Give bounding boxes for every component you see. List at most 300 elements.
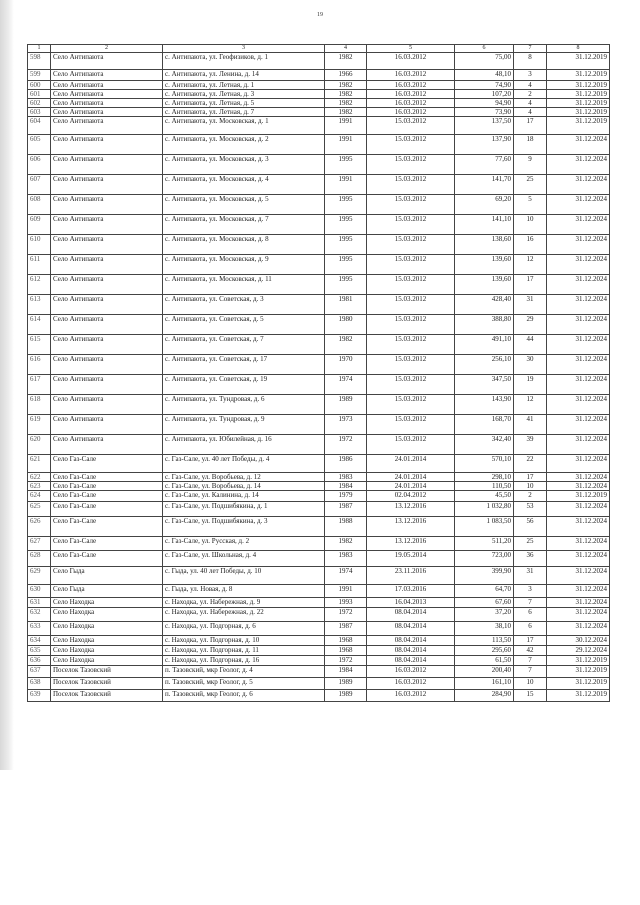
date-cell: 24.01.2014 xyxy=(367,455,455,473)
count-cell: 56 xyxy=(514,517,547,537)
date-cell: 16.03.2012 xyxy=(367,70,455,81)
area-cell: 161,10 xyxy=(455,678,514,690)
settlement-cell: Село Антипаюта xyxy=(51,275,163,295)
table-row xyxy=(28,155,610,175)
area-cell: 143,90 xyxy=(455,395,514,415)
address-cell: с. Газ-Сале, ул. 40 лет Победы, д. 4 xyxy=(163,455,325,473)
year-cell: 1989 xyxy=(325,678,367,690)
address-cell: с. Антипаюта, ул. Московская, д. 4 xyxy=(163,175,325,195)
year-cell: 1981 xyxy=(325,295,367,315)
area-cell: 77,60 xyxy=(455,155,514,175)
area-cell: 113,50 xyxy=(455,636,514,646)
table-row xyxy=(28,435,610,455)
area-cell: 64,70 xyxy=(455,585,514,598)
date-cell: 16.03.2012 xyxy=(367,81,455,90)
date-cell: 24.01.2014 xyxy=(367,482,455,491)
area-cell: 138,60 xyxy=(455,235,514,255)
deadline-cell: 31.12.2024 xyxy=(547,622,610,636)
deadline-cell: 31.12.2024 xyxy=(547,335,610,355)
settlement-cell: Село Гыда xyxy=(51,585,163,598)
column-header: 2 xyxy=(51,45,163,53)
deadline-cell: 31.12.2024 xyxy=(547,473,610,482)
area-cell: 74,90 xyxy=(455,81,514,90)
deadline-cell: 31.12.2024 xyxy=(547,608,610,622)
year-cell: 1987 xyxy=(325,502,367,517)
date-cell: 15.03.2012 xyxy=(367,275,455,295)
settlement-cell: Село Газ-Сале xyxy=(51,551,163,567)
year-cell: 1989 xyxy=(325,395,367,415)
count-cell: 44 xyxy=(514,335,547,355)
row-number-cell: 600 xyxy=(28,81,51,90)
year-cell: 1995 xyxy=(325,275,367,295)
date-cell: 13.12.2016 xyxy=(367,537,455,551)
address-cell: с. Антипаюта, ул. Московская, д. 1 xyxy=(163,117,325,135)
settlement-cell: Село Газ-Сале xyxy=(51,491,163,502)
deadline-cell: 31.12.2019 xyxy=(547,666,610,678)
year-cell: 1970 xyxy=(325,355,367,375)
date-cell: 13.12.2016 xyxy=(367,502,455,517)
count-cell: 7 xyxy=(514,656,547,666)
settlement-cell: Село Находка xyxy=(51,646,163,656)
table-row xyxy=(28,81,610,90)
count-cell: 3 xyxy=(514,585,547,598)
count-cell: 12 xyxy=(514,255,547,275)
deadline-cell: 31.12.2024 xyxy=(547,517,610,537)
area-cell: 38,10 xyxy=(455,622,514,636)
address-cell: с. Газ-Сале, ул. Воробьева, д. 14 xyxy=(163,482,325,491)
row-number-cell: 616 xyxy=(28,355,51,375)
address-cell: с. Газ-Сале, ул. Калинина, д. 14 xyxy=(163,491,325,502)
area-cell: 723,00 xyxy=(455,551,514,567)
address-cell: с. Антипаюта, ул. Летная, д. 7 xyxy=(163,108,325,117)
deadline-cell: 29.12.2024 xyxy=(547,646,610,656)
table-row xyxy=(28,690,610,702)
settlement-cell: Село Антипаюта xyxy=(51,215,163,235)
year-cell: 1982 xyxy=(325,53,367,70)
address-cell: п. Тазовский, мкр Геолог, д. 4 xyxy=(163,666,325,678)
area-cell: 298,10 xyxy=(455,473,514,482)
date-cell: 15.03.2012 xyxy=(367,235,455,255)
deadline-cell: 31.12.2019 xyxy=(547,99,610,108)
year-cell: 1974 xyxy=(325,375,367,395)
area-cell: 75,00 xyxy=(455,53,514,70)
row-number-cell: 633 xyxy=(28,622,51,636)
year-cell: 1995 xyxy=(325,255,367,275)
date-cell: 15.03.2012 xyxy=(367,295,455,315)
count-cell: 3 xyxy=(514,70,547,81)
deadline-cell: 31.12.2024 xyxy=(547,355,610,375)
date-cell: 17.03.2016 xyxy=(367,585,455,598)
date-cell: 15.03.2012 xyxy=(367,215,455,235)
row-number-cell: 626 xyxy=(28,517,51,537)
settlement-cell: Село Антипаюта xyxy=(51,155,163,175)
table-row xyxy=(28,108,610,117)
count-cell: 16 xyxy=(514,235,547,255)
date-cell: 15.03.2012 xyxy=(367,195,455,215)
settlement-cell: Село Антипаюта xyxy=(51,135,163,155)
date-cell: 16.04.2013 xyxy=(367,598,455,608)
address-cell: с. Антипаюта, ул. Ленина, д. 14 xyxy=(163,70,325,81)
area-cell: 141,10 xyxy=(455,215,514,235)
area-cell: 67,60 xyxy=(455,598,514,608)
table-row xyxy=(28,473,610,482)
address-cell: с. Находка, ул. Подгорная, д. 11 xyxy=(163,646,325,656)
date-cell: 19.05.2014 xyxy=(367,551,455,567)
area-cell: 37,20 xyxy=(455,608,514,622)
settlement-cell: Село Газ-Сале xyxy=(51,455,163,473)
deadline-cell: 31.12.2019 xyxy=(547,70,610,81)
table-row xyxy=(28,175,610,195)
year-cell: 1986 xyxy=(325,455,367,473)
table-row xyxy=(28,656,610,666)
settlement-cell: Село Антипаюта xyxy=(51,90,163,99)
table-row xyxy=(28,678,610,690)
date-cell: 16.03.2012 xyxy=(367,678,455,690)
row-number-cell: 639 xyxy=(28,690,51,702)
settlement-cell: Село Антипаюта xyxy=(51,355,163,375)
count-cell: 17 xyxy=(514,636,547,646)
address-cell: с. Находка, ул. Набережная, д. 22 xyxy=(163,608,325,622)
table-row xyxy=(28,195,610,215)
count-cell: 25 xyxy=(514,175,547,195)
address-cell: с. Антипаюта, ул. Советская, д. 5 xyxy=(163,315,325,335)
date-cell: 08.04.2014 xyxy=(367,656,455,666)
area-cell: 94,90 xyxy=(455,99,514,108)
date-cell: 15.03.2012 xyxy=(367,117,455,135)
settlement-cell: Село Антипаюта xyxy=(51,81,163,90)
count-cell: 2 xyxy=(514,491,547,502)
date-cell: 15.03.2012 xyxy=(367,175,455,195)
settlement-cell: Село Антипаюта xyxy=(51,255,163,275)
area-cell: 168,70 xyxy=(455,415,514,435)
count-cell: 8 xyxy=(514,53,547,70)
row-number-cell: 614 xyxy=(28,315,51,335)
area-cell: 107,20 xyxy=(455,90,514,99)
row-number-cell: 638 xyxy=(28,678,51,690)
year-cell: 1987 xyxy=(325,622,367,636)
date-cell: 13.12.2016 xyxy=(367,517,455,537)
settlement-cell: Село Находка xyxy=(51,656,163,666)
count-cell: 7 xyxy=(514,666,547,678)
area-cell: 388,80 xyxy=(455,315,514,335)
row-number-cell: 627 xyxy=(28,537,51,551)
count-cell: 4 xyxy=(514,99,547,108)
date-cell: 16.03.2012 xyxy=(367,108,455,117)
settlement-cell: Село Антипаюта xyxy=(51,70,163,81)
date-cell: 15.03.2012 xyxy=(367,395,455,415)
area-cell: 428,40 xyxy=(455,295,514,315)
table-row xyxy=(28,135,610,155)
table-row xyxy=(28,517,610,537)
table-row xyxy=(28,335,610,355)
deadline-cell: 31.12.2024 xyxy=(547,395,610,415)
row-number-cell: 632 xyxy=(28,608,51,622)
row-number-cell: 637 xyxy=(28,666,51,678)
date-cell: 15.03.2012 xyxy=(367,375,455,395)
table-row xyxy=(28,70,610,81)
row-number-cell: 604 xyxy=(28,117,51,135)
date-cell: 15.03.2012 xyxy=(367,255,455,275)
address-cell: с. Антипаюта, ул. Московская, д. 5 xyxy=(163,195,325,215)
year-cell: 1983 xyxy=(325,551,367,567)
row-number-cell: 606 xyxy=(28,155,51,175)
settlement-cell: Село Антипаюта xyxy=(51,395,163,415)
row-number-cell: 625 xyxy=(28,502,51,517)
year-cell: 1991 xyxy=(325,585,367,598)
table-row xyxy=(28,117,610,135)
row-number-cell: 635 xyxy=(28,646,51,656)
date-cell: 16.03.2012 xyxy=(367,666,455,678)
deadline-cell: 31.12.2019 xyxy=(547,117,610,135)
table-row xyxy=(28,355,610,375)
area-cell: 342,40 xyxy=(455,435,514,455)
row-number-cell: 615 xyxy=(28,335,51,355)
settlement-cell: Село Антипаюта xyxy=(51,295,163,315)
count-cell: 41 xyxy=(514,415,547,435)
date-cell: 15.03.2012 xyxy=(367,355,455,375)
address-cell: п. Тазовский, мкр Геолог, д. 6 xyxy=(163,690,325,702)
deadline-cell: 31.12.2019 xyxy=(547,491,610,502)
address-cell: с. Находка, ул. Набережная, д. 9 xyxy=(163,598,325,608)
date-cell: 23.11.2016 xyxy=(367,567,455,585)
year-cell: 1983 xyxy=(325,473,367,482)
table-row xyxy=(28,295,610,315)
deadline-cell: 31.12.2024 xyxy=(547,235,610,255)
address-cell: с. Антипаюта, ул. Тундровая, д. 6 xyxy=(163,395,325,415)
row-number-cell: 613 xyxy=(28,295,51,315)
date-cell: 15.03.2012 xyxy=(367,335,455,355)
table-row xyxy=(28,235,610,255)
row-number-cell: 618 xyxy=(28,395,51,415)
settlement-cell: Село Антипаюта xyxy=(51,195,163,215)
row-number-cell: 610 xyxy=(28,235,51,255)
row-number-cell: 631 xyxy=(28,598,51,608)
count-cell: 12 xyxy=(514,395,547,415)
count-cell: 6 xyxy=(514,608,547,622)
table-row xyxy=(28,608,610,622)
settlement-cell: Село Антипаюта xyxy=(51,108,163,117)
count-cell: 22 xyxy=(514,455,547,473)
table-row xyxy=(28,585,610,598)
area-cell: 61,50 xyxy=(455,656,514,666)
column-header: 1 xyxy=(28,45,51,53)
deadline-cell: 31.12.2024 xyxy=(547,482,610,491)
year-cell: 1972 xyxy=(325,608,367,622)
row-number-cell: 630 xyxy=(28,585,51,598)
scan-edge-shadow xyxy=(0,0,14,770)
year-cell: 1979 xyxy=(325,491,367,502)
year-cell: 1993 xyxy=(325,598,367,608)
column-header: 8 xyxy=(547,45,610,53)
settlement-cell: Село Находка xyxy=(51,598,163,608)
settlement-cell: Село Антипаюта xyxy=(51,53,163,70)
area-cell: 48,10 xyxy=(455,70,514,81)
date-cell: 15.03.2012 xyxy=(367,135,455,155)
area-cell: 137,50 xyxy=(455,117,514,135)
area-cell: 284,90 xyxy=(455,690,514,702)
date-cell: 08.04.2014 xyxy=(367,646,455,656)
year-cell: 1982 xyxy=(325,537,367,551)
area-cell: 399,90 xyxy=(455,567,514,585)
count-cell: 15 xyxy=(514,690,547,702)
settlement-cell: Село Антипаюта xyxy=(51,415,163,435)
table-row xyxy=(28,567,610,585)
year-cell: 1972 xyxy=(325,435,367,455)
count-cell: 4 xyxy=(514,81,547,90)
count-cell: 10 xyxy=(514,215,547,235)
date-cell: 08.04.2014 xyxy=(367,636,455,646)
area-cell: 139,60 xyxy=(455,275,514,295)
count-cell: 53 xyxy=(514,502,547,517)
address-cell: с. Антипаюта, ул. Московская, д. 11 xyxy=(163,275,325,295)
area-cell: 570,10 xyxy=(455,455,514,473)
row-number-cell: 628 xyxy=(28,551,51,567)
year-cell: 1968 xyxy=(325,646,367,656)
address-cell: с. Гыда, ул. 40 лет Победы, д. 10 xyxy=(163,567,325,585)
address-cell: с. Антипаюта, ул. Московская, д. 7 xyxy=(163,215,325,235)
table-row xyxy=(28,666,610,678)
area-cell: 200,40 xyxy=(455,666,514,678)
deadline-cell: 31.12.2024 xyxy=(547,537,610,551)
address-cell: с. Антипаюта, ул. Летная, д. 1 xyxy=(163,81,325,90)
column-header: 4 xyxy=(325,45,367,53)
area-cell: 45,50 xyxy=(455,491,514,502)
year-cell: 1982 xyxy=(325,90,367,99)
page-number: 19 xyxy=(317,12,323,18)
deadline-cell: 31.12.2024 xyxy=(547,415,610,435)
deadline-cell: 31.12.2019 xyxy=(547,90,610,99)
row-number-cell: 612 xyxy=(28,275,51,295)
table-row xyxy=(28,646,610,656)
deadline-cell: 31.12.2024 xyxy=(547,255,610,275)
deadline-cell: 31.12.2024 xyxy=(547,215,610,235)
area-cell: 1 083,50 xyxy=(455,517,514,537)
settlement-cell: Село Находка xyxy=(51,636,163,646)
row-number-cell: 620 xyxy=(28,435,51,455)
table-row xyxy=(28,395,610,415)
area-cell: 1 032,80 xyxy=(455,502,514,517)
year-cell: 1982 xyxy=(325,108,367,117)
date-cell: 15.03.2012 xyxy=(367,155,455,175)
row-number-cell: 602 xyxy=(28,99,51,108)
deadline-cell: 31.12.2024 xyxy=(547,585,610,598)
table-row xyxy=(28,99,610,108)
address-cell: с. Антипаюта, ул. Советская, д. 19 xyxy=(163,375,325,395)
settlement-cell: Село Находка xyxy=(51,622,163,636)
settlement-cell: Село Антипаюта xyxy=(51,117,163,135)
table-row xyxy=(28,415,610,435)
area-cell: 347,50 xyxy=(455,375,514,395)
deadline-cell: 31.12.2019 xyxy=(547,690,610,702)
date-cell: 08.04.2014 xyxy=(367,608,455,622)
settlement-cell: Село Гыда xyxy=(51,567,163,585)
year-cell: 1991 xyxy=(325,117,367,135)
date-cell: 02.04.2012 xyxy=(367,491,455,502)
count-cell: 31 xyxy=(514,567,547,585)
table-row xyxy=(28,502,610,517)
deadline-cell: 31.12.2024 xyxy=(547,315,610,335)
table-row xyxy=(28,315,610,335)
row-number-cell: 607 xyxy=(28,175,51,195)
year-cell: 1991 xyxy=(325,175,367,195)
count-cell: 4 xyxy=(514,108,547,117)
count-cell: 31 xyxy=(514,295,547,315)
address-cell: с. Находка, ул. Подгорная, д. 16 xyxy=(163,656,325,666)
table-row xyxy=(28,375,610,395)
deadline-cell: 31.12.2019 xyxy=(547,108,610,117)
row-number-cell: 611 xyxy=(28,255,51,275)
count-cell: 17 xyxy=(514,117,547,135)
row-number-cell: 601 xyxy=(28,90,51,99)
settlement-cell: Поселок Тазовский xyxy=(51,690,163,702)
table-row xyxy=(28,53,610,70)
date-cell: 16.03.2012 xyxy=(367,99,455,108)
settlement-cell: Село Газ-Сале xyxy=(51,502,163,517)
area-cell: 295,60 xyxy=(455,646,514,656)
address-cell: с. Антипаюта, ул. Летная, д. 5 xyxy=(163,99,325,108)
year-cell: 1989 xyxy=(325,690,367,702)
row-number-cell: 599 xyxy=(28,70,51,81)
year-cell: 1982 xyxy=(325,81,367,90)
settlement-cell: Село Антипаюта xyxy=(51,315,163,335)
address-cell: с. Антипаюта, ул. Московская, д. 2 xyxy=(163,135,325,155)
row-number-cell: 608 xyxy=(28,195,51,215)
address-cell: с. Антипаюта, ул. Московская, д. 3 xyxy=(163,155,325,175)
address-cell: с. Газ-Сале, ул. Воробьева, д. 12 xyxy=(163,473,325,482)
year-cell: 1984 xyxy=(325,482,367,491)
settlement-cell: Село Антипаюта xyxy=(51,435,163,455)
settlement-cell: Село Антипаюта xyxy=(51,235,163,255)
deadline-cell: 31.12.2024 xyxy=(547,195,610,215)
column-header: 3 xyxy=(163,45,325,53)
year-cell: 1973 xyxy=(325,415,367,435)
row-number-cell: 598 xyxy=(28,53,51,70)
settlement-cell: Село Антипаюта xyxy=(51,175,163,195)
count-cell: 42 xyxy=(514,646,547,656)
settlement-cell: Село Газ-Сале xyxy=(51,482,163,491)
count-cell: 5 xyxy=(514,195,547,215)
row-number-cell: 621 xyxy=(28,455,51,473)
count-cell: 6 xyxy=(514,622,547,636)
area-cell: 110,50 xyxy=(455,482,514,491)
area-cell: 256,10 xyxy=(455,355,514,375)
address-cell: с. Газ-Сале, ул. Школьная, д. 4 xyxy=(163,551,325,567)
year-cell: 1982 xyxy=(325,99,367,108)
table-row xyxy=(28,598,610,608)
year-cell: 1966 xyxy=(325,70,367,81)
deadline-cell: 31.12.2024 xyxy=(547,275,610,295)
count-cell: 25 xyxy=(514,537,547,551)
row-number-cell: 623 xyxy=(28,482,51,491)
deadline-cell: 31.12.2024 xyxy=(547,435,610,455)
deadline-cell: 30.12.2024 xyxy=(547,636,610,646)
area-cell: 491,10 xyxy=(455,335,514,355)
address-cell: п. Тазовский, мкр Геолог, д. 5 xyxy=(163,678,325,690)
area-cell: 141,70 xyxy=(455,175,514,195)
date-cell: 16.03.2012 xyxy=(367,53,455,70)
row-number-cell: 609 xyxy=(28,215,51,235)
deadline-cell: 31.12.2024 xyxy=(547,598,610,608)
settlement-cell: Село Газ-Сале xyxy=(51,537,163,551)
year-cell: 1988 xyxy=(325,517,367,537)
settlement-cell: Село Антипаюта xyxy=(51,375,163,395)
row-number-cell: 624 xyxy=(28,491,51,502)
deadline-cell: 31.12.2024 xyxy=(547,455,610,473)
settlement-cell: Село Газ-Сале xyxy=(51,517,163,537)
table-row xyxy=(28,622,610,636)
column-header: 7 xyxy=(514,45,547,53)
deadline-cell: 31.12.2019 xyxy=(547,53,610,70)
